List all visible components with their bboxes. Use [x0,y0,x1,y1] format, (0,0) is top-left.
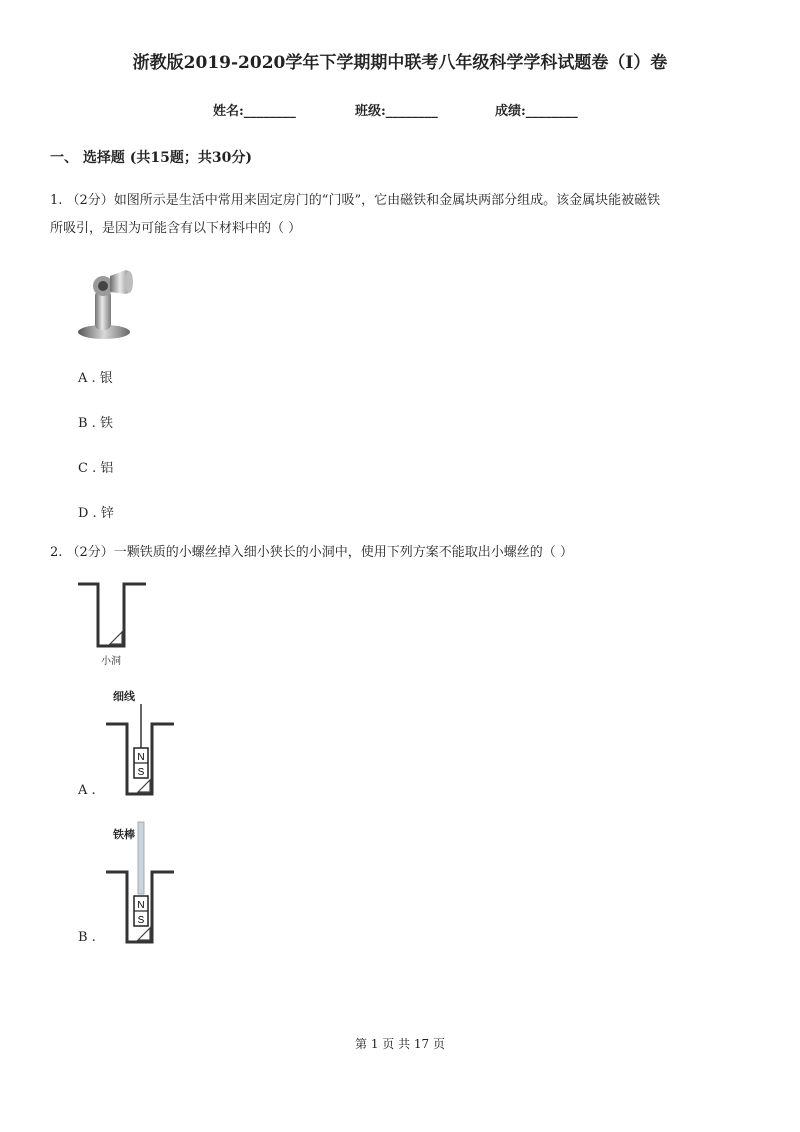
question-2-option-a[interactable]: A . [78,783,96,798]
option-b-iron-rod-magnet-diagram[interactable] [104,822,184,947]
magnet-n-label: N [137,752,145,763]
question-1-option-d[interactable]: D . 锌 [78,506,114,521]
door-stopper-image [74,262,144,342]
page-footer: 第 1 页 共 17 页 [355,1037,445,1051]
question-2-option-b[interactable]: B . [78,930,96,945]
question-1-line-1: 1. （2分）如图所示是生活中常用来固定房门的“门吸”，它由磁铁和金属块两部分组成。该金属块能被磁铁 [50,193,661,208]
question-1-line-2: 所吸引，是因为可能含有以下材料中的（ ） [50,221,302,236]
screw-icon [138,780,150,792]
question-1-option-b[interactable]: B . 铁 [78,416,113,431]
score-field-label: 成绩:________ [495,104,578,119]
class-field-label: 班级:________ [355,104,438,119]
section-heading: 一、 选择题 (共15题；共30分) [50,150,252,166]
question-1-option-c[interactable]: C . 铝 [78,461,114,476]
question-1-option-a[interactable]: A . 银 [78,371,113,386]
magnet-s-label: S [137,767,145,778]
name-field-label: 姓名:________ [213,104,296,119]
small-hole-diagram [76,582,156,672]
screw-icon [138,928,150,940]
option-a-thread-magnet-diagram[interactable] [104,686,184,801]
page-title: 浙教版2019-2020学年下学期期中联考八年级科学学科试题卷（I）卷 [132,53,668,73]
iron-rod-label: 铁棒 [113,829,135,841]
magnet-n-label: N [137,900,145,911]
magnet-s-label: S [137,915,145,926]
hole-label: 小洞 [101,656,121,667]
iron-rod-icon [138,822,144,894]
question-2-stem: 2. （2分）一颗铁质的小螺丝掉入细小狭长的小洞中，使用下列方案不能取出小螺丝的（ ） [50,545,573,560]
thread-label: 细线 [113,691,135,703]
screw-icon [110,632,122,644]
